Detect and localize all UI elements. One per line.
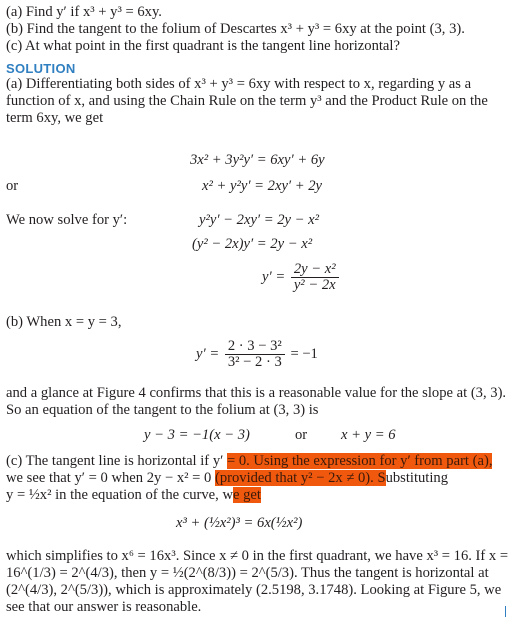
part-b-fraction (225, 339, 285, 370)
equation-5-fraction (291, 262, 339, 293)
part-c-line-1 (6, 453, 492, 470)
equation-5-denominator: y² − 2x (293, 277, 336, 293)
part-c-equation: x³ + (½x²)³ = 6x(½x²) (176, 515, 303, 531)
part-b-label: (b) When x = y = 3, (6, 314, 122, 330)
equation-5-lhs: y′ = (262, 268, 286, 285)
solution-heading: SOLUTION (6, 61, 76, 76)
part-b-rhs: = −1 (290, 345, 318, 362)
equation-2: x² + y²y′ = 2xy′ + 2y (202, 178, 323, 194)
part-a-intro: (a) Differentiating both sides of x³ + y³ = 6xy with respect to x, regarding y as a function of x, and using the Chain Rule on the term y³ and the Product Rule on the term 6xy, we get (6, 76, 488, 126)
part-c-final-paragraph: which simplifies to x⁶ = 16x³. Since x ≠ 0 in the first quadrant, we have x³ = 16. If x = 16^(1/3) = 2^(4/3), then y = ½(2^(8/3)) = 2^(5/3). Thus the tangent is horizontal at (2^(4/3), 2^(5/3)), which is approximately (2.5198, 3.1748). Looking at Figure 5, we see that our answer is reasonable. (6, 548, 509, 615)
part-c-line-2 (6, 470, 448, 487)
problem-part-a: (a) Find y′ if x³ + y³ = 6xy. (6, 4, 162, 20)
text-cursor (505, 606, 506, 617)
highlight-2: (provided that y² − 2x ≠ 0). S (214, 470, 386, 486)
tangent-equation-1: y − 3 = −1(x − 3) (144, 427, 250, 443)
part-b-equation (196, 339, 318, 370)
part-c-line-3 (6, 487, 261, 504)
equation-4: (y² − 2x)y′ = 2y − x² (192, 236, 313, 252)
part-b-numerator: 2 · 3 − 3² (225, 339, 285, 355)
or-label-2: or (295, 427, 308, 443)
part-c-line-1-text: (c) The tangent line is horizontal if y′ (6, 453, 227, 469)
part-b-lhs: y′ = (196, 345, 220, 362)
part-c-line-2-tail: ubstituting (385, 470, 448, 486)
highlight-3: e get (233, 487, 261, 503)
problem-part-c: (c) At what point in the first quadrant is the tangent line horizontal? (6, 38, 400, 54)
highlight-1: = 0. Using the expression for y′ from part (a), (226, 453, 493, 469)
equation-5-numerator: 2y − x² (291, 262, 339, 278)
equation-1: 3x² + 3y²y′ = 6xy′ + 6y (190, 152, 325, 168)
problem-part-b: (b) Find the tangent to the folium of Descartes x³ + y³ = 6xy at the point (3, 3). (6, 21, 465, 37)
equation-3: y²y′ − 2xy′ = 2y − x² (199, 212, 320, 228)
equation-5 (262, 262, 341, 293)
part-c-line-2-text: we see that y′ = 0 when 2y − x² = 0 (6, 470, 215, 486)
part-b-paragraph: and a glance at Figure 4 confirms that this is a reasonable value for the slope at (3, 3). So an equation of the tangent to the folium at (3, 3) is (6, 385, 507, 418)
or-label-1: or (6, 178, 19, 194)
part-b-denominator: 3² − 2 · 3 (227, 354, 282, 370)
tangent-equation-2: x + y = 6 (341, 427, 396, 443)
solve-label: We now solve for y′: (6, 212, 128, 228)
part-c-line-3-text: y = ½x² in the equation of the curve, w (6, 487, 233, 503)
